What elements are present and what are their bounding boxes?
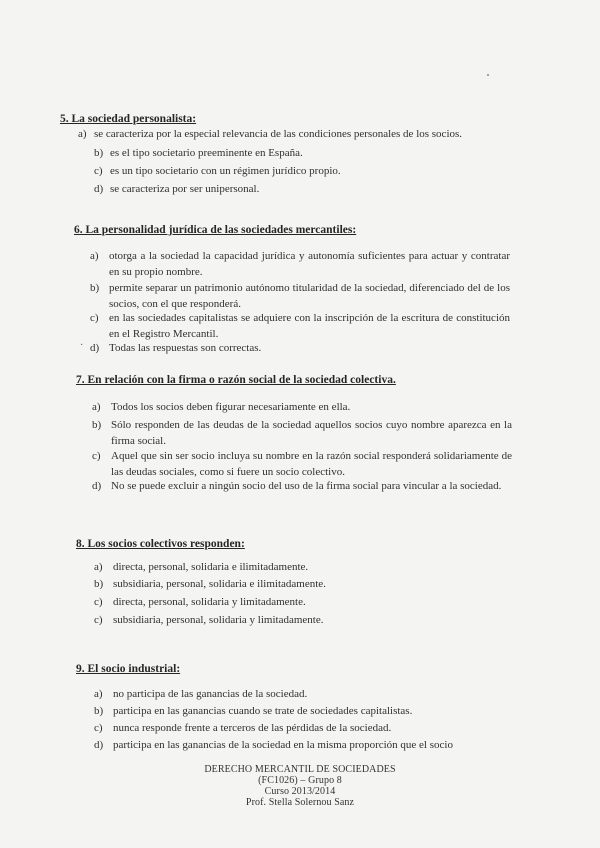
option-letter: c) xyxy=(90,312,99,324)
professor-name: Prof. Stella Solernou Sanz xyxy=(245,797,355,808)
option-text: directa, personal, solidaria y limitadamente. xyxy=(113,596,306,608)
option-text: es el tipo societario preeminente en España. xyxy=(110,147,303,159)
scan-speck xyxy=(487,74,489,76)
option-letter: d) xyxy=(94,183,104,195)
option-letter: b) xyxy=(94,705,104,717)
course-name: DERECHO MERCANTIL DE SOCIEDADES xyxy=(204,764,396,775)
course-year: Curso 2013/2014 xyxy=(264,786,336,797)
option-letter: b) xyxy=(92,419,102,431)
option-letter: a) xyxy=(94,561,103,573)
check-mark: · xyxy=(80,340,84,351)
option-letter: b) xyxy=(94,578,104,590)
option-text: permite separar un patrimonio autónomo titularidad de la sociedad, diferenciado del de los socios, con el que responderá. xyxy=(109,282,510,310)
option-text: es un tipo societario con un régimen jurídico propio. xyxy=(110,165,341,177)
option-text: nunca responde frente a terceros de las pérdidas de la sociedad. xyxy=(113,722,392,734)
question-title: 9. El socio industrial: xyxy=(76,663,181,675)
option-letter: a) xyxy=(78,128,87,140)
option-text: se caracteriza por ser unipersonal. xyxy=(110,183,260,195)
option-text: participa en las ganancias cuando se trate de sociedades capitalistas. xyxy=(113,705,413,717)
option-text: subsidiaria, personal, solidaria e ilimitadamente. xyxy=(113,578,326,590)
option-text: participa en las ganancias de la sociedad en la misma proporción que el socio xyxy=(113,739,453,751)
question-title: 8. Los socios colectivos responden: xyxy=(76,538,245,550)
option-text: se caracteriza por la especial relevancia de las condiciones personales de los socios. xyxy=(94,128,463,140)
option-letter: c) xyxy=(94,165,103,177)
option-letter: a) xyxy=(92,401,101,413)
course-group: (FC1026) – Grupo 8 xyxy=(258,775,342,786)
option-letter: b) xyxy=(94,147,104,159)
option-text: otorga a la sociedad la capacidad jurídica y autonomía suficientes para actuar y contratar en su propio nombre. xyxy=(109,250,510,278)
question-title: 7. En relación con la firma o razón social de la sociedad colectiva. xyxy=(76,374,396,386)
option-letter: b) xyxy=(90,282,100,294)
option-text: en las sociedades capitalistas se adquiere con la inscripción de la escritura de constitución en el Registro Mercantil. xyxy=(109,312,510,340)
option-text: Sólo responden de las deudas de la sociedad aquellos socios cuyo nombre aparezca en la firma social. xyxy=(111,419,512,447)
option-text: no participa de las ganancias de la sociedad. xyxy=(113,688,308,700)
option-letter: c) xyxy=(94,722,103,734)
question-title: 5. La sociedad personalista: xyxy=(60,113,197,125)
option-text: Todas las respuestas son correctas. xyxy=(109,342,262,354)
question-title: 6. La personalidad jurídica de las sociedades mercantiles: xyxy=(74,224,357,236)
option-text: Aquel que sin ser socio incluya su nombre en la razón social responderá solidariamente de las deudas sociales, como si fuere un socio colectivo. xyxy=(111,450,512,478)
page-footer xyxy=(0,764,600,808)
option-text: No se puede excluir a ningún socio del uso de la firma social para vincular a la sociedad. xyxy=(111,480,502,492)
option-letter: c) xyxy=(94,614,103,626)
option-letter: d) xyxy=(90,342,100,354)
option-letter: a) xyxy=(90,250,99,262)
option-text: Todos los socios deben figurar necesariamente en ella. xyxy=(111,401,351,413)
option-letter: d) xyxy=(94,739,104,751)
option-letter: c) xyxy=(94,596,103,608)
option-letter: d) xyxy=(92,480,102,492)
option-letter: c) xyxy=(92,450,101,462)
option-text: subsidiaria, personal, solidaria y limitadamente. xyxy=(113,614,324,626)
option-letter: a) xyxy=(94,688,103,700)
option-text: directa, personal, solidaria e ilimitadamente. xyxy=(113,561,309,573)
